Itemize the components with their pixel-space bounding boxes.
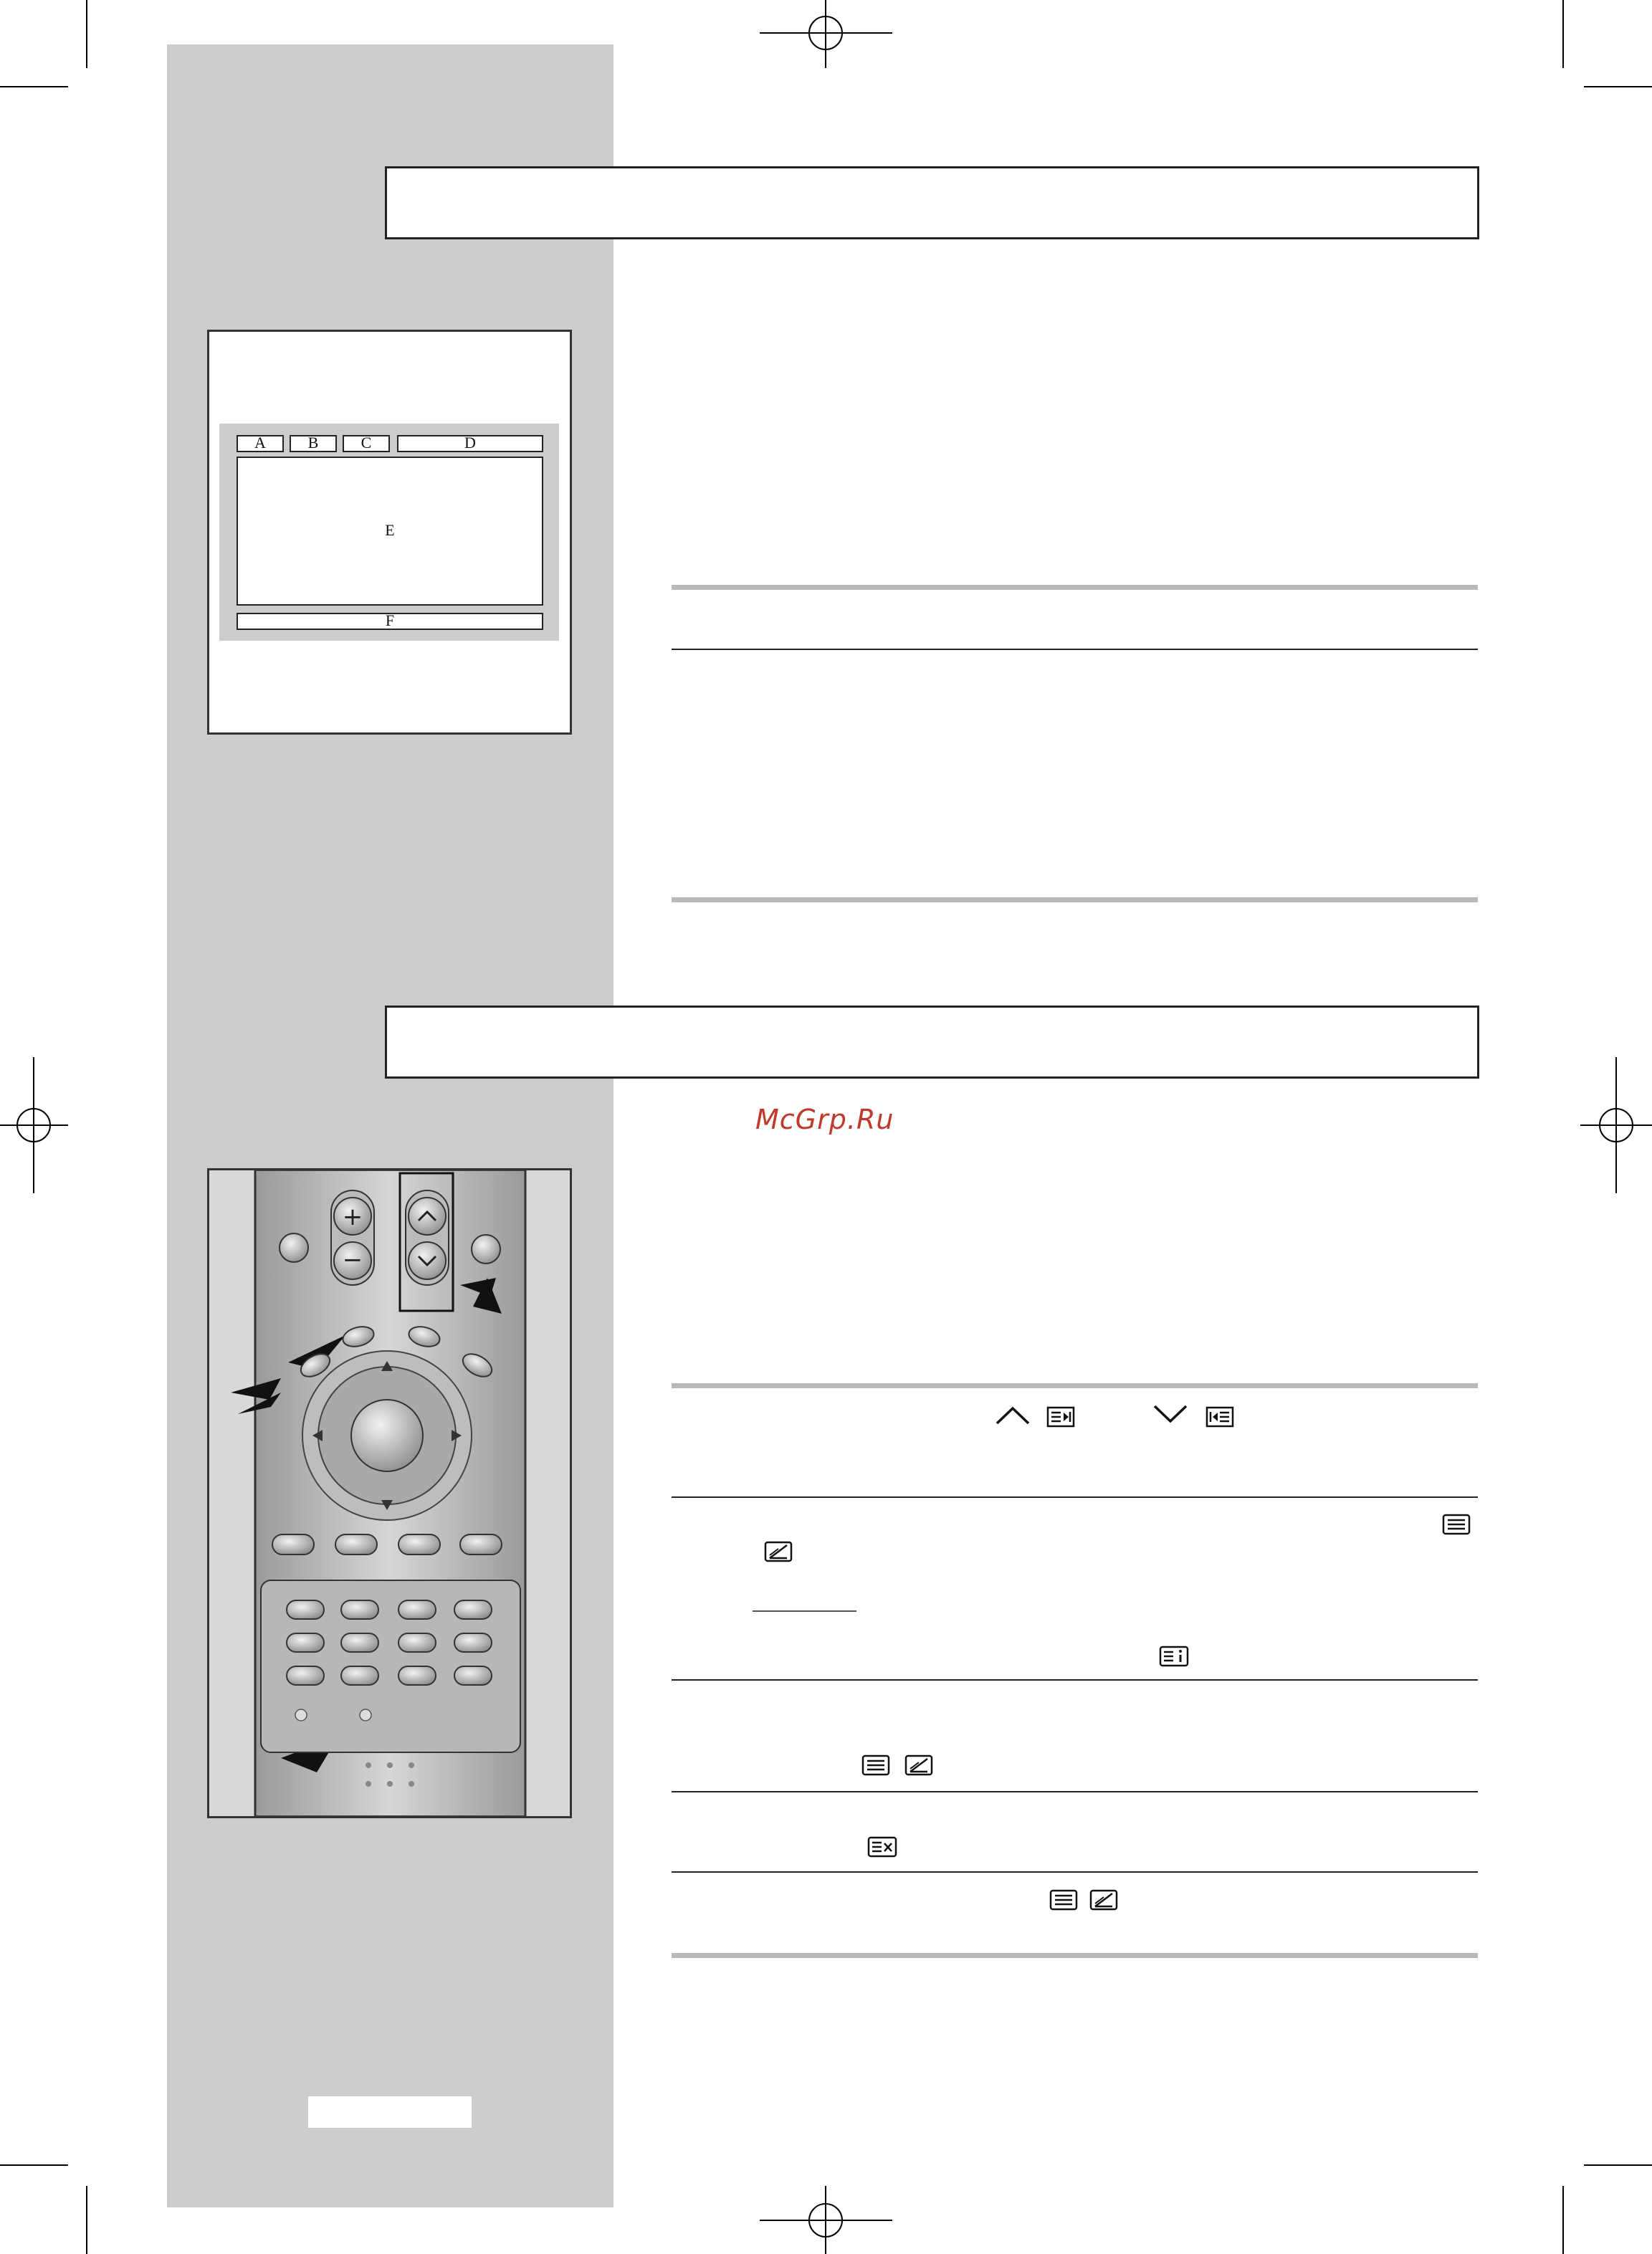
registration-mark-top [760, 0, 892, 68]
teletext-next-icon [1046, 1406, 1075, 1428]
rule-gray [672, 1383, 1478, 1388]
svg-text:−: − [342, 1246, 363, 1274]
crop-mark [1584, 86, 1652, 87]
crop-mark [86, 0, 87, 68]
rule [672, 1791, 1478, 1792]
teletext-field-f [237, 613, 543, 630]
rule-gray [672, 897, 1478, 902]
chevron-up-icon [995, 1405, 1031, 1426]
remote-control-panel [207, 1168, 572, 1818]
registration-mark-left [0, 1057, 68, 1193]
watermark-text: McGrp.Ru [755, 1104, 894, 1135]
chevron-down-icon [1152, 1403, 1188, 1425]
teletext-icon [1049, 1889, 1078, 1911]
crop-mark [86, 2186, 87, 2254]
teletext-mix-icon [1089, 1889, 1118, 1911]
registration-mark-bottom [760, 2186, 892, 2254]
rule-gray [672, 585, 1478, 590]
field-a-label: A [254, 434, 266, 452]
remote-control-illustration [209, 1170, 570, 1816]
teletext-screen [219, 424, 559, 641]
field-e-label: E [385, 521, 395, 539]
teletext-info-icon [1159, 1646, 1189, 1667]
teletext-mix-icon [764, 1541, 793, 1562]
rule [672, 1679, 1478, 1681]
section-title-box-2 [385, 1006, 1479, 1079]
teletext-field-e [237, 457, 543, 606]
teletext-icon [1442, 1514, 1471, 1535]
svg-text:+: + [342, 1203, 363, 1231]
rule [672, 1496, 1478, 1498]
field-d-label: D [464, 434, 476, 452]
teletext-prev-icon [1205, 1406, 1234, 1428]
registration-mark-right [1580, 1057, 1652, 1193]
page-number-box [308, 2096, 472, 2128]
crop-mark [0, 2164, 68, 2166]
rule-short [753, 1610, 856, 1612]
teletext-cancel-icon [867, 1836, 897, 1858]
section-title-box-1 [385, 166, 1479, 239]
crop-mark [1584, 2164, 1652, 2166]
teletext-field-c [343, 435, 390, 452]
crop-mark [0, 86, 68, 87]
crop-mark [1562, 2186, 1564, 2254]
rule [672, 1871, 1478, 1873]
crop-mark [1562, 0, 1564, 68]
teletext-field-a [237, 435, 284, 452]
field-b-label: B [307, 434, 319, 452]
rule-gray [672, 1953, 1478, 1958]
field-f-label: F [385, 611, 395, 629]
teletext-field-b [290, 435, 337, 452]
teletext-screen-panel [207, 330, 572, 735]
rule [672, 649, 1478, 650]
field-c-label: C [361, 434, 372, 452]
teletext-icon [861, 1754, 890, 1776]
teletext-field-d [397, 435, 543, 452]
teletext-mix-icon [904, 1754, 933, 1776]
